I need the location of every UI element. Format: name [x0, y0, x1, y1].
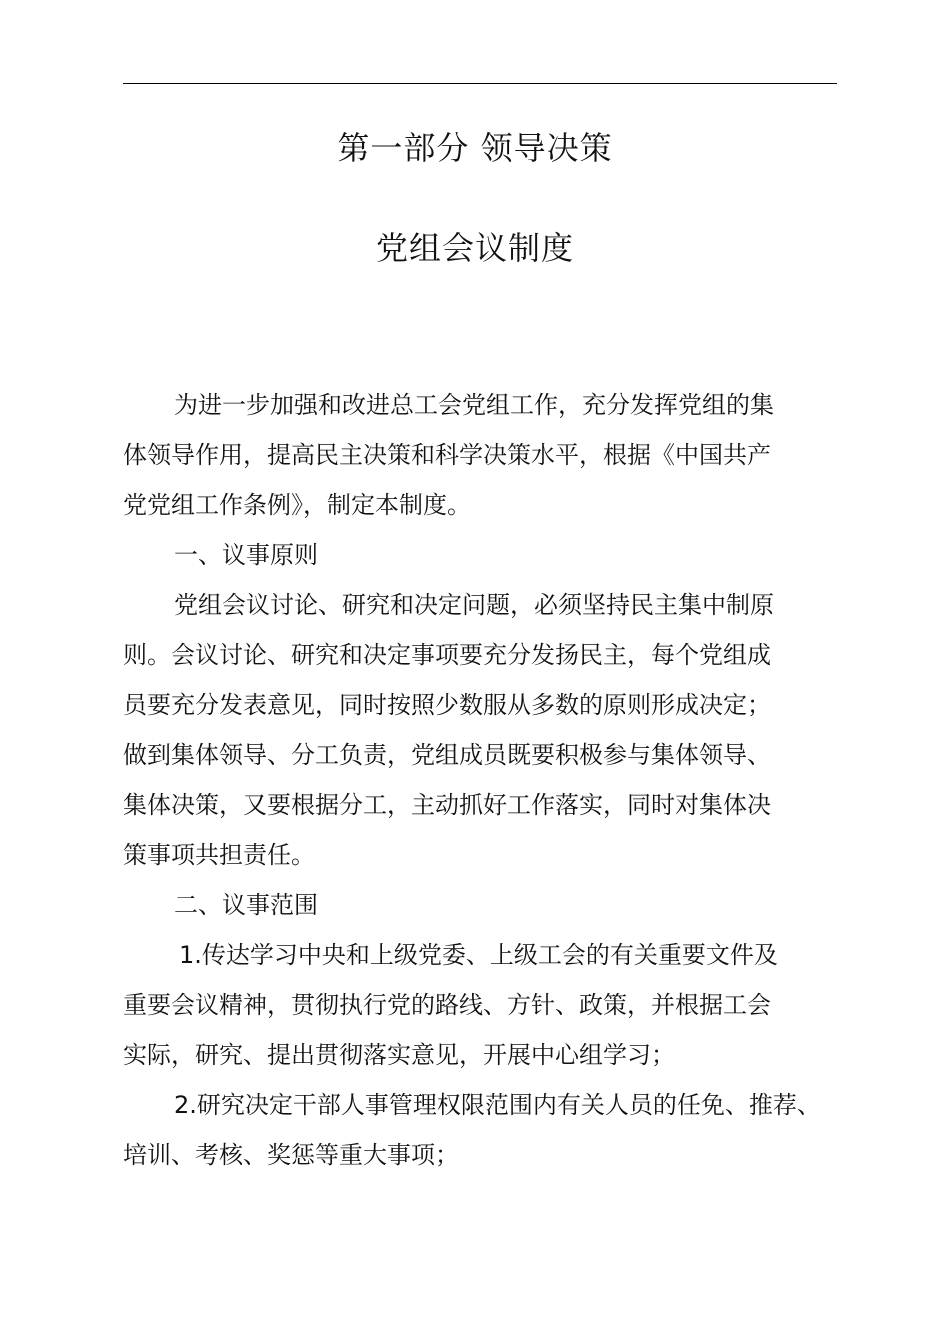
part-title: 第一部分 领导决策: [337, 129, 613, 167]
header-rule: [123, 83, 837, 84]
text-line: 体领导作用，提高民主决策和科学决策水平，根据《中国共产: [123, 441, 771, 469]
text-line: 二、议事范围: [174, 891, 318, 919]
paragraph-intro: [123, 380, 863, 530]
text-line: 则。会议讨论、研究和决定事项要充分发扬民主，每个党组成: [123, 641, 771, 669]
text-line: 策事项共担责任。: [123, 841, 315, 869]
text-line: 培训、考核、奖惩等重大事项；: [123, 1141, 459, 1169]
text-line: 1.传达学习中央和上级党委、上级工会的有关重要文件及: [179, 941, 778, 969]
text-line: 一、议事原则: [174, 541, 318, 569]
text-line: 为进一步加强和改进总工会党组工作，充分发挥党组的集: [174, 391, 774, 419]
document-title: 党组会议制度: [375, 229, 574, 267]
section-heading-principles: [123, 530, 863, 580]
text-line: 集体决策，又要根据分工，主动抓好工作落实，同时对集体决: [123, 791, 771, 819]
text-line: 重要会议精神，贯彻执行党的路线、方针、政策，并根据工会: [123, 991, 771, 1019]
list-item-1: [123, 930, 863, 1080]
paragraph-principle: [123, 580, 863, 880]
text-line: 2.研究决定干部人事管理权限范围内有关人员的任免、推荐、: [174, 1091, 821, 1119]
text-line: 实际，研究、提出贯彻落实意见，开展中心组学习；: [123, 1041, 675, 1069]
section-heading-scope: [123, 880, 863, 930]
text-line: 员要充分发表意见，同时按照少数服从多数的原则形成决定；: [123, 691, 771, 719]
text-line: 党组会议讨论、研究和决定问题，必须坚持民主集中制原: [174, 591, 774, 619]
text-line: 党党组工作条例》，制定本制度。: [123, 491, 471, 519]
list-item-2: [123, 1080, 903, 1180]
text-line: 做到集体领导、分工负责，党组成员既要积极参与集体领导、: [123, 741, 771, 769]
